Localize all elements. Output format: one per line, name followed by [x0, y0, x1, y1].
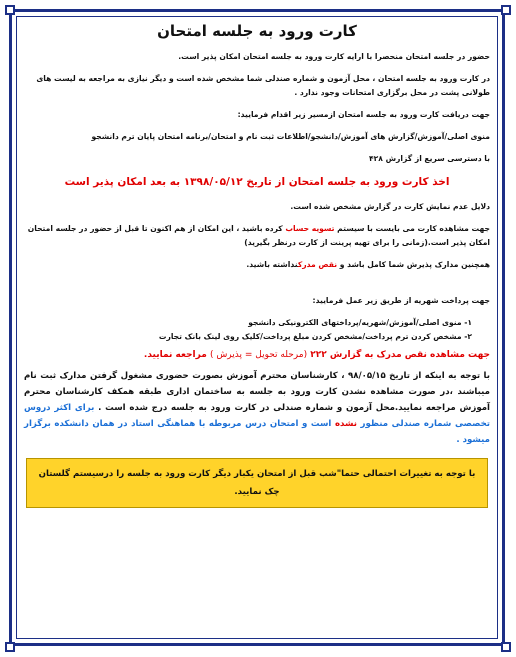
paragraph-reasons: دلایل عدم نمایش کارت در گزارش مشخص شده است. [290, 202, 490, 211]
document-content [20, 20, 494, 508]
documents-text-end: نداشته باشید. [246, 260, 298, 269]
documents-highlight: نقص مدرک [297, 260, 338, 269]
tuition-steps-list [24, 316, 490, 344]
report-notice-end: مراجعه نمایید. [143, 350, 207, 360]
seat-notice-start: برای اکثر دروس تخصصی شماره صندلی منظور [24, 403, 491, 429]
page-title: کارت ورود به جلسه امتحان [157, 22, 357, 40]
documents-text-start: همچنین مدارک پذیرش شما کامل باشد و [339, 260, 490, 269]
report-notice-start: جهت مشاهده نقص مدرک به گزارش ۲۲۲ [310, 350, 490, 360]
corner-ornament-top-left [5, 5, 15, 15]
highlight-note: با توجه به تغییرات احتمالی حتما"شب قبل از امتحان یکبار دیگر کارت ورود به جلسه را درسیستم گلستان چک نمایید. [26, 458, 488, 508]
staff-notice-text: با توجه به اینکه از تاریخ ۹۸/۰۵/۱۵ ، کارشناسان محترم آموزش بصورت حضوری مشغول گرفتن مدارک ثبت نام میباشند ،در صورت مشاهده نشدن کارت ورود به جلسه به ساختمان اداری طبقه همکف کارشناسان محترم آموزش مراجعه نمایید.محل آزمون و شماره صندلی در کارت ورود به جلسه درج شده است . [24, 371, 491, 413]
report-notice-stage: (مرحله تحویل = پذیرش ) [209, 350, 308, 360]
paragraph-documents [24, 258, 490, 272]
paragraph-card-info: در کارت ورود به جلسه امتحان ، محل آزمون و شماره صندلی شما مشخص شده است و دیگر نیازی به مراجعه به لیست های طولانی پشت در محل برگزاری امتحانات وجود ندارد . [36, 74, 490, 97]
document-report-notice [24, 350, 490, 360]
paragraph-staff-notice [24, 368, 490, 448]
paragraph-requirement: حضور در جلسه امتحان منحصرا با ارایه کارت ورود به جلسه امتحان امکان پذیر است. [178, 52, 490, 61]
corner-ornament-top-right [501, 5, 511, 15]
list-item: ۲- مشخص کردن ترم پرداخت/مشخص کردن مبلغ پرداخت/کلیک روی لینک بانک تجارت [158, 332, 472, 341]
corner-ornament-bottom-right [501, 642, 511, 652]
list-item: ۱- منوی اصلی/آموزش/شهریه/پرداختهای الکترونیکی دانشجو [248, 318, 472, 327]
seat-notice-end: است و امتحان درس مربوطه با هماهنگی استاد در همان دانشکده برگزار میشود . [24, 419, 490, 445]
settlement-highlight: تسویه حساب [285, 224, 335, 233]
paragraph-tuition: جهت پرداخت شهریه از طریق زیر عمل فرمایید: [312, 296, 490, 305]
paragraph-settlement [24, 222, 490, 250]
paragraph-how-to-get: جهت دریافت کارت ورود به جلسه امتحان ازمسیر زیر اقدام فرمایید: [237, 110, 490, 119]
settlement-text-start: جهت مشاهده کارت می بایست با سیستم [337, 224, 490, 233]
corner-ornament-bottom-left [5, 642, 15, 652]
paragraph-quick-access: با دسترسی سریع از گزارش ۴۲۸ [369, 154, 490, 163]
paragraph-menu-path: منوی اصلی/آموزش/گزارش های آموزش/دانشجو/اطلاعات ثبت نام و امتحان/برنامه امتحان پایان ترم دانشجو [91, 132, 490, 141]
settlement-text-end: کرده باشید ، این امکان از هم اکنون تا قبل از حضور در جلسه امتحان امکان پذیر است.(زمانی را برای تهیه پرینت از کارت درنظر بگیرید) [27, 224, 490, 247]
deadline-notice: اخذ کارت ورود به جلسه امتحان از تاریخ ۱۳۹۸/۰۵/۱۲ به بعد امکان پذیر است [64, 176, 450, 188]
seat-notice-highlight: نشده [334, 419, 357, 429]
